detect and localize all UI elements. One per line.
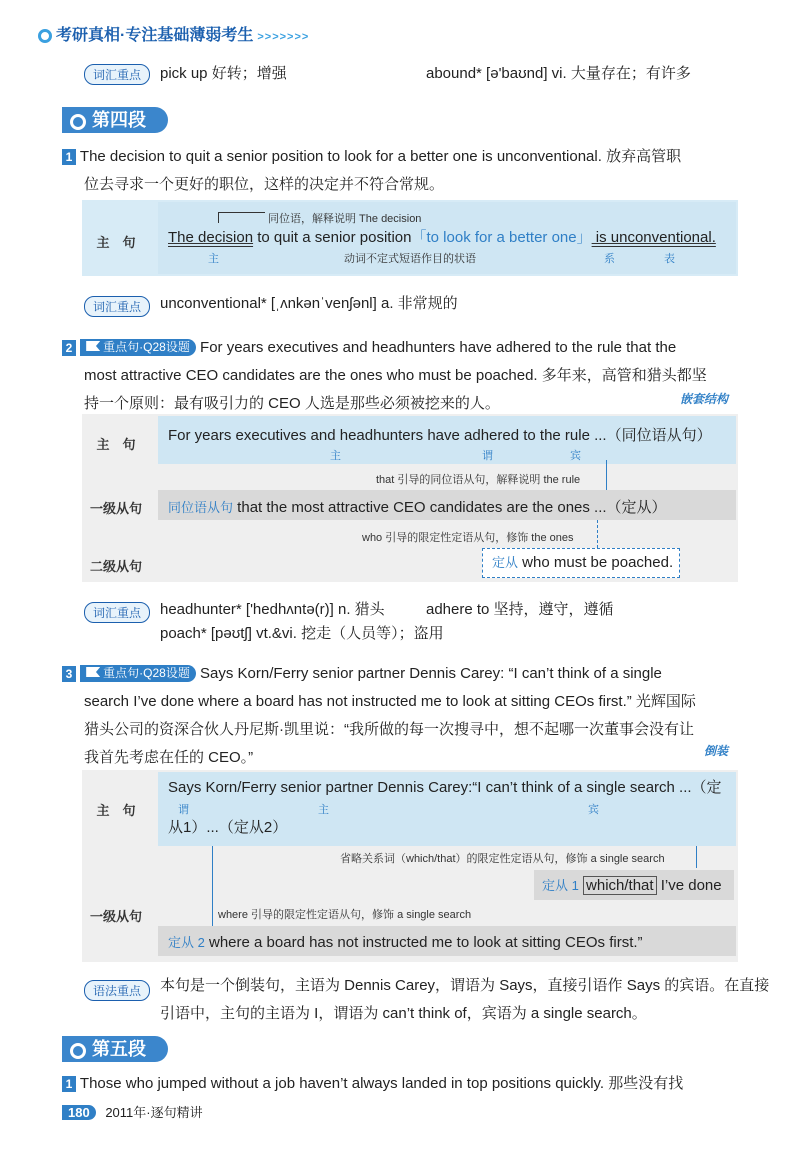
sentence-number: 1 [62, 1076, 76, 1092]
structure-tag: 嵌套结构 [680, 392, 729, 406]
paragraph-sentence-5-1: 1 Those who jumped without a job haven’t always landed in top positions quickly. 那些没有找 [62, 1070, 752, 1098]
flag-icon [86, 341, 100, 351]
sentence-structure: The decision to quit a senior position「to look for a better one」 is unconventional. [168, 229, 716, 246]
role-pred: 谓 [178, 804, 189, 816]
sentence-number: 1 [62, 149, 76, 165]
brand-logo-icon [38, 29, 52, 43]
key-sentence-tag: 重点句·Q28设题 [80, 665, 196, 682]
row-label: 主 句 [96, 437, 136, 452]
appos-note: 同位语，解释说明 The decision [268, 213, 422, 225]
role-pred: 表 [664, 253, 675, 265]
row-label: 主 句 [96, 235, 136, 250]
connector-line [696, 846, 697, 868]
main-clause: For years executives and headhunters have adhered to the rule ...（同位语从句） [168, 427, 712, 444]
page-footer [62, 1102, 203, 1121]
flag-icon [86, 667, 100, 677]
main-clause-cont: 从1）...（定从2） [168, 819, 288, 836]
section-ring-icon [70, 1043, 86, 1059]
page-header [38, 22, 309, 45]
connector-line [606, 460, 607, 490]
sentence-number: 3 [62, 666, 76, 682]
role-link: 系 [604, 253, 615, 265]
grammar-note: 本句是一个倒装句，主语为 Dennis Carey，谓语为 Says，直接引语作 Says 的宾语。在直接 引语中，主句的主语为 I，谓语为 can’t think of，宾语为 a single search。 [160, 977, 770, 1022]
clause-note: who 引导的限定性定语从句，修饰 the ones [362, 532, 574, 544]
section-heading: 第四段 [62, 107, 168, 133]
role-subject: 主 [330, 450, 341, 462]
connector-line [212, 846, 213, 926]
connector-line [597, 520, 598, 548]
row-label: 二级从句 [89, 559, 142, 574]
role-obj: 宾 [588, 804, 599, 816]
vocab-tag: 词汇重点 [84, 602, 150, 623]
paragraph-sentence-3: 3 重点句·Q28设题 Says Korn/Ferry senior partner Dennis Carey: “I can’t think of a single search I’ve done where a board has not instructed me to look at sitting CEOs first.” 光辉国际 猎头公司的资深合伙人丹尼斯·凯里说：“我所做的每一次搜寻中，想不起哪一次董事会没有让 我首先考虑在任的 CEO。” [62, 660, 752, 772]
vocab-item: unconventional* [ˌʌnkənˈvenʃənl] a. 非常规的 [160, 295, 458, 312]
paragraph-sentence-1: 1 The decision to quit a senior position to look for a better one is unconventional. 放弃高管职 位去寻求一个更好的职位，这样的决定并不符合常规。 [62, 143, 742, 199]
role-subject: 主 [318, 804, 329, 816]
role-adverbial: 动词不定式短语作目的状语 [344, 253, 476, 265]
vocab-tag: 词汇重点 [84, 296, 150, 317]
footer-text: 2011年·逐句精讲 [105, 1105, 203, 1120]
brand-title: 考研真相·专注基础薄弱考生 [56, 27, 254, 44]
vocab-item: adhere to 坚持，遵守，遵循 [426, 601, 614, 618]
chevrons-icon: >>>>>>> [257, 31, 310, 43]
vocab-item: abound* [ə'baʊnd] vi. 大量存在；有许多 [426, 65, 691, 82]
clause-note: that 引导的同位语从句，解释说明 the rule [376, 474, 581, 486]
clause-2: 定从 who must be poached. [492, 554, 674, 571]
clause-note: 省略关系词（which/that）的限定性定语从句，修饰 a single search [340, 853, 665, 865]
structure-tag: 倒装 [704, 744, 729, 758]
vocab-item: pick up 好转；增强 [160, 65, 287, 82]
vocab-tag: 词汇重点 [84, 64, 150, 85]
vocab-item: headhunter* ['hedhʌntə(r)] n. 猎头 [160, 601, 385, 618]
section-ring-icon [70, 114, 86, 130]
grammar-tag: 语法重点 [84, 980, 150, 1001]
appos-bracket [218, 212, 265, 223]
clause-2: 定从 2 where a board has not instructed me to look at sitting CEOs first.” [168, 934, 643, 951]
clause-1: 定从 1 which/that I’ve done [542, 877, 722, 894]
key-sentence-tag: 重点句·Q28设题 [80, 339, 196, 356]
sentence-number: 2 [62, 340, 76, 356]
clause-1: 同位语从句 that the most attractive CEO candidates are the ones ...（定从） [168, 499, 667, 516]
role-pred: 谓 [482, 450, 493, 462]
row-label: 一级从句 [89, 909, 142, 924]
role-subject: 主 [208, 253, 219, 265]
main-clause: Says Korn/Ferry senior partner Dennis Carey:“I can’t think of a single search ...（定 [168, 779, 722, 796]
page-number: 180 [62, 1105, 96, 1120]
clause-note: where 引导的限定性定语从句，修饰 a single search [218, 909, 472, 921]
paragraph-sentence-2: 2 重点句·Q28设题 For years executives and headhunters have adhered to the rule that the most attractive CEO candidates are the ones who must be poached. 多年来，高管和猎头都坚 持一个原则：最有吸引力的 CEO 人选是那些必须被挖来的人。 [62, 334, 752, 418]
role-obj: 宾 [570, 450, 581, 462]
vocab-item: poach* [pəʊtʃ] vt.&vi. 挖走（人员等）；盗用 [160, 625, 444, 642]
row-label: 主 句 [96, 803, 136, 818]
row-label: 一级从句 [89, 501, 142, 516]
section-heading: 第五段 [62, 1036, 168, 1062]
